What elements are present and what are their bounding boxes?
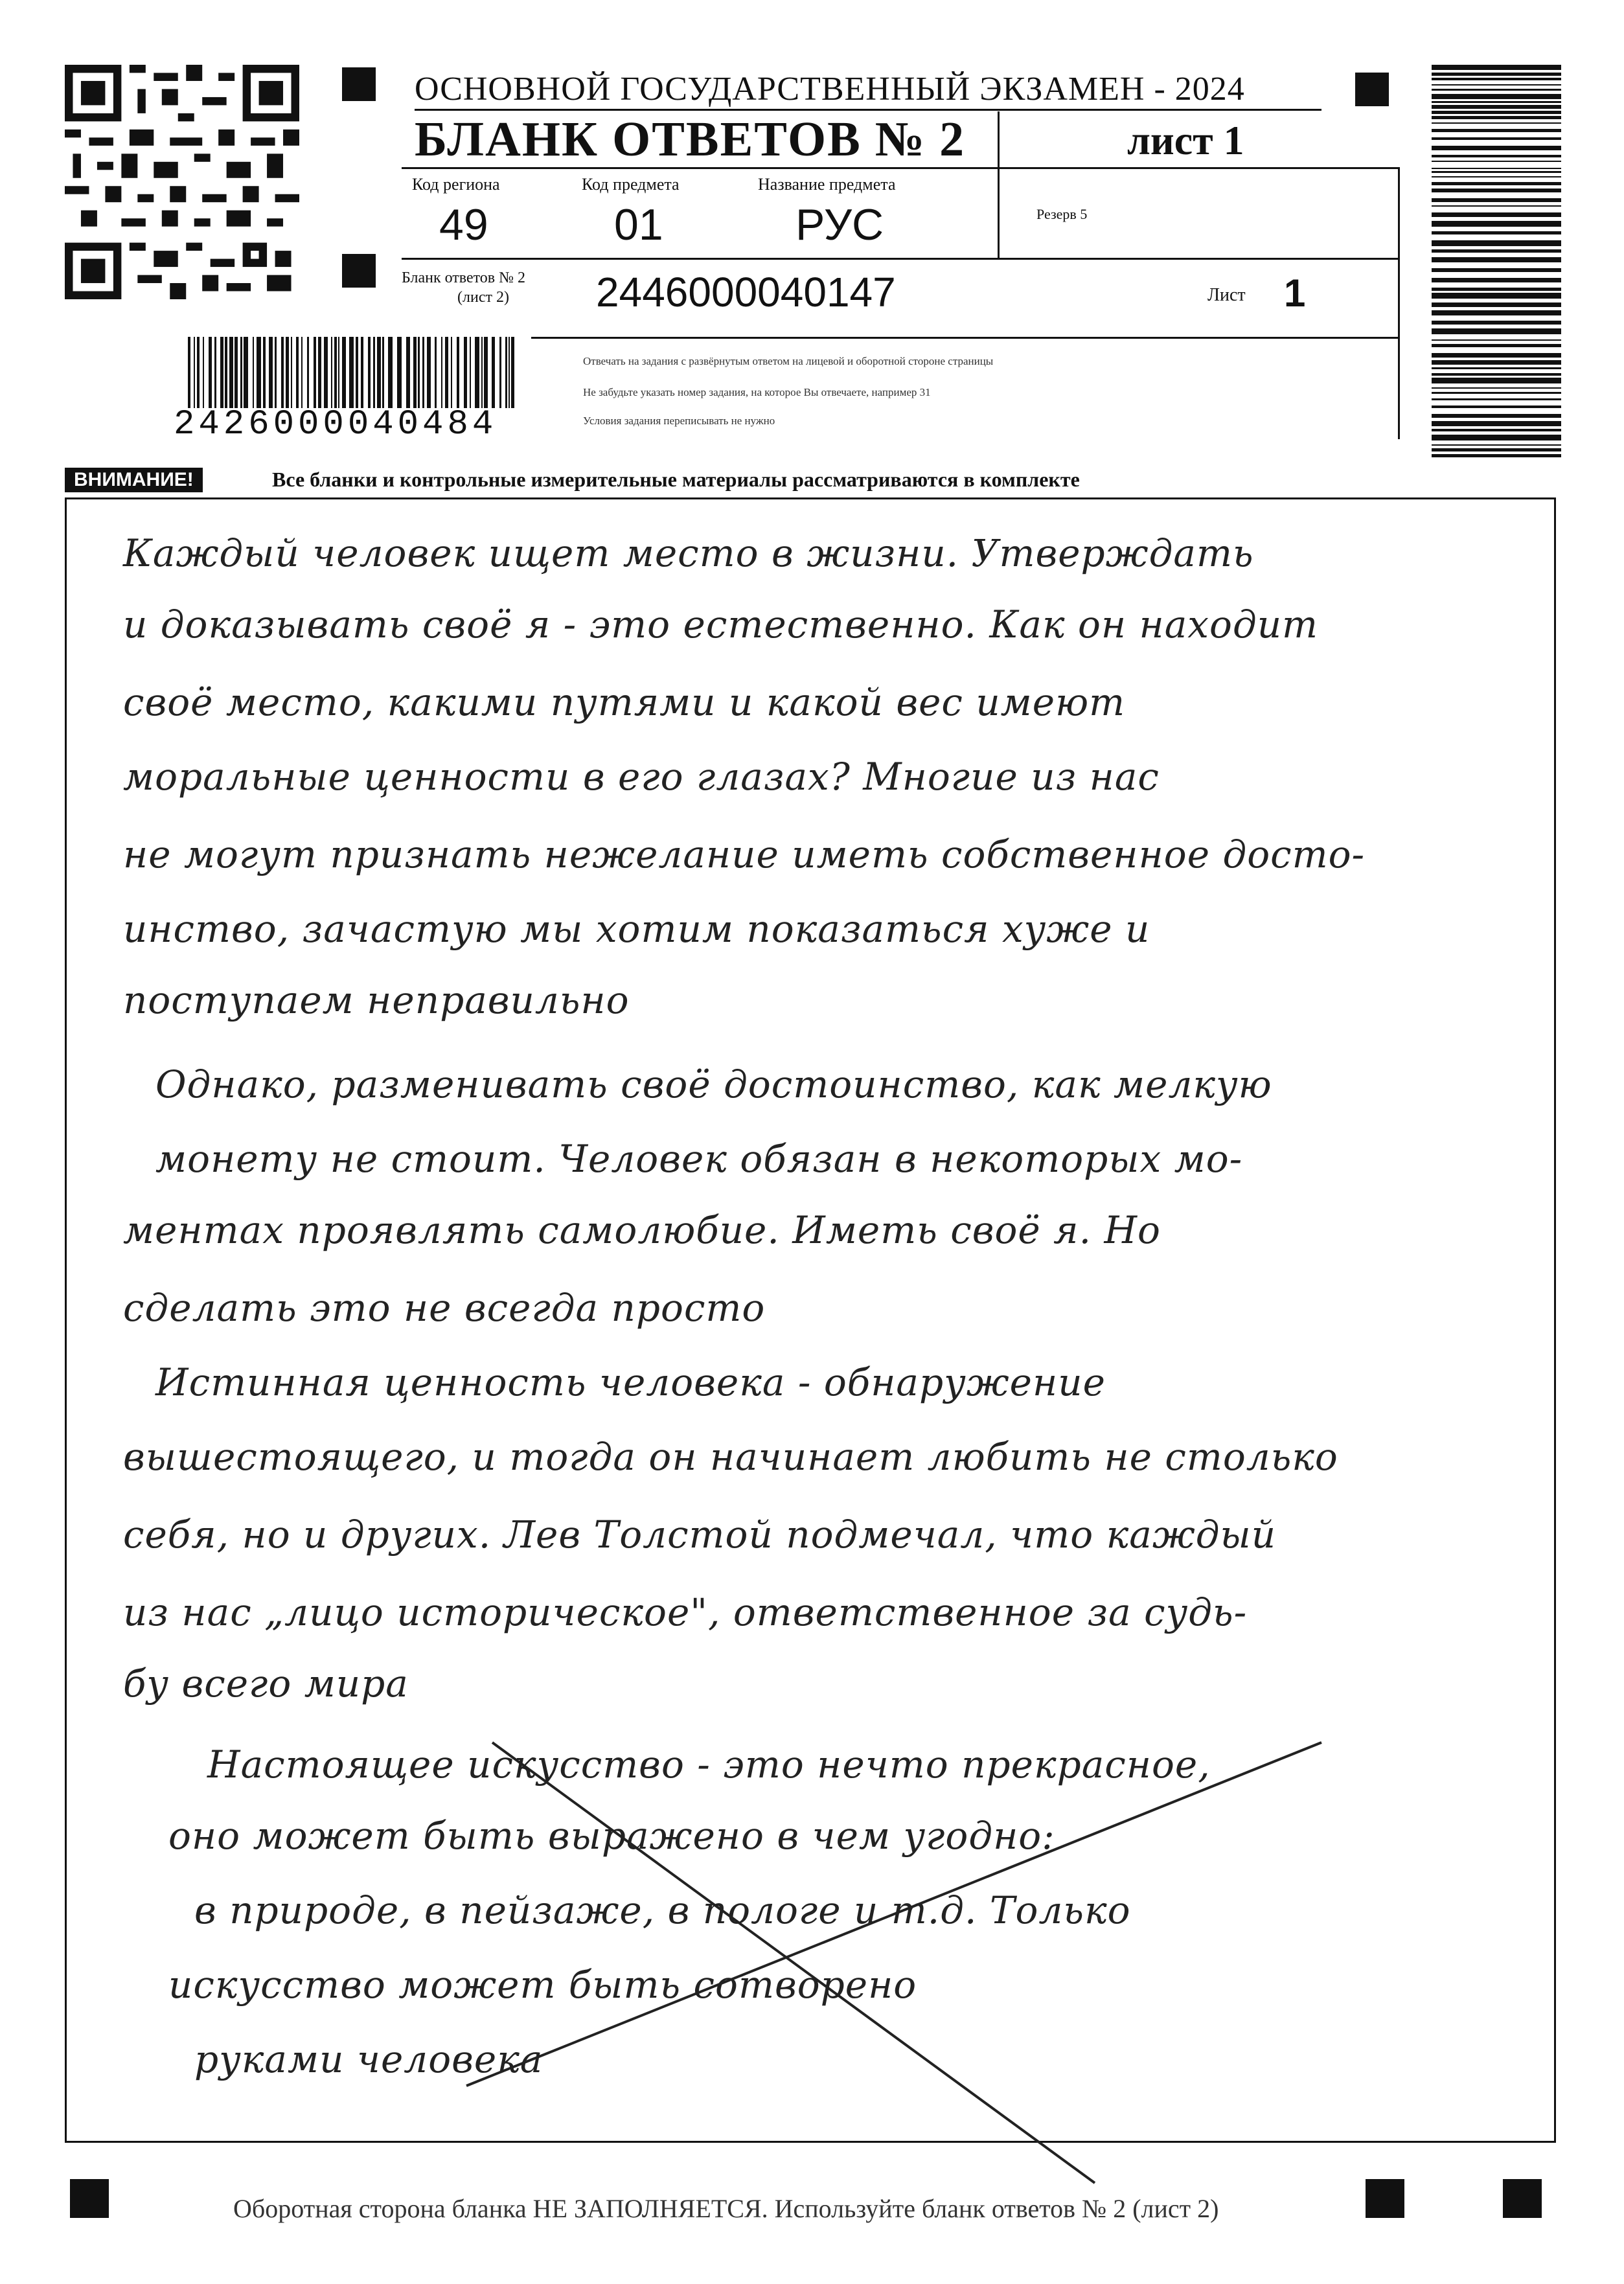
instruction-line: Условия задания переписывать не нужно	[583, 415, 775, 427]
answer-line: Каждый человек ищет место в жизни. Утверждать	[123, 531, 1254, 575]
answer-line: монету не стоит. Человек обязан в некоторых мо-	[155, 1137, 1243, 1181]
answer-line: бу всего мира	[123, 1662, 409, 1706]
answer-line: моральные ценности в его глазах? Многие из нас	[123, 755, 1160, 799]
footer-note: Оборотная сторона бланка НЕ ЗАПОЛНЯЕТСЯ. Используйте бланк ответов № 2 (лист 2)	[233, 2194, 1219, 2223]
answer-line: инство, зачастую мы хотим показаться хуже и	[123, 907, 1150, 951]
form-ref-label: Бланк ответов № 2	[402, 269, 526, 286]
answer-line: не могут признать нежелание иметь собственное досто-	[123, 832, 1366, 876]
answer-line: поступаем неправильно	[123, 978, 630, 1022]
answer-line: искусство может быть сотворено	[168, 1963, 917, 2007]
subject-code-label: Код предмета	[582, 175, 680, 194]
warning-text: Все бланки и контрольные измерительные материалы рассматриваются в комплекте	[272, 468, 1080, 491]
answer-line: оно может быть выражено в чем угодно:	[168, 1814, 1055, 1858]
answer-line: руками человека	[194, 2037, 543, 2081]
answer-line: Настоящее искусство - это нечто прекрасное,	[207, 1742, 1211, 1787]
answer-line: себя, но и других. Лев Толстой подмечал, что каждый	[123, 1513, 1277, 1557]
instruction-line: Отвечать на задания с развёрнутым ответом на лицевой и оборотной стороне страницы	[583, 355, 994, 367]
barcode-number: 2426000040484	[174, 405, 497, 444]
region-code-value: 49	[439, 200, 488, 249]
form-ref-label-sheet: (лист 2)	[457, 289, 509, 306]
subject-name-value: РУС	[795, 200, 884, 249]
instruction-line: Не забудьте указать номер задания, на которое Вы отвечаете, например 31	[583, 386, 931, 398]
subject-name-label: Название предмета	[758, 175, 896, 194]
answer-line: сделать это не всегда просто	[123, 1286, 766, 1330]
form-title: БЛАНК ОТВЕТОВ № 2	[415, 112, 966, 166]
answer-line: Истинная ценность человека - обнаружение	[155, 1360, 1106, 1404]
answer-line: в природе, в пейзаже, в пологе и т.д. Только	[194, 1888, 1131, 1932]
answer-line: Однако, разменивать своё достоинство, как мелкую	[155, 1062, 1272, 1106]
sheet-number-value: 1	[1284, 271, 1306, 315]
sheet-number-label: Лист	[1207, 285, 1246, 305]
answer-line: своё место, какими путями и какой вес имеют	[123, 680, 1126, 724]
region-code-label: Код региона	[412, 175, 500, 194]
answer-line: ментах проявлять самолюбие. Иметь своё я. Но	[123, 1208, 1161, 1252]
subject-code-value: 01	[614, 200, 663, 249]
exam-title: ОСНОВНОЙ ГОСУДАРСТВЕННЫЙ ЭКЗАМЕН - 2024	[415, 71, 1245, 108]
answer-line: из нас „лицо историческое", ответственное за судь-	[123, 1590, 1248, 1634]
warning-badge: ВНИМАНИЕ!	[65, 468, 203, 492]
reserve-label: Резерв 5	[1036, 206, 1088, 222]
form-ref-number: 2446000040147	[596, 269, 896, 315]
answer-line: и доказывать своё я - это естественно. Как он находит	[123, 602, 1319, 646]
answer-line: вышестоящего, и тогда он начинает любить не столько	[123, 1435, 1338, 1479]
sheet-title: лист 1	[1127, 117, 1244, 163]
